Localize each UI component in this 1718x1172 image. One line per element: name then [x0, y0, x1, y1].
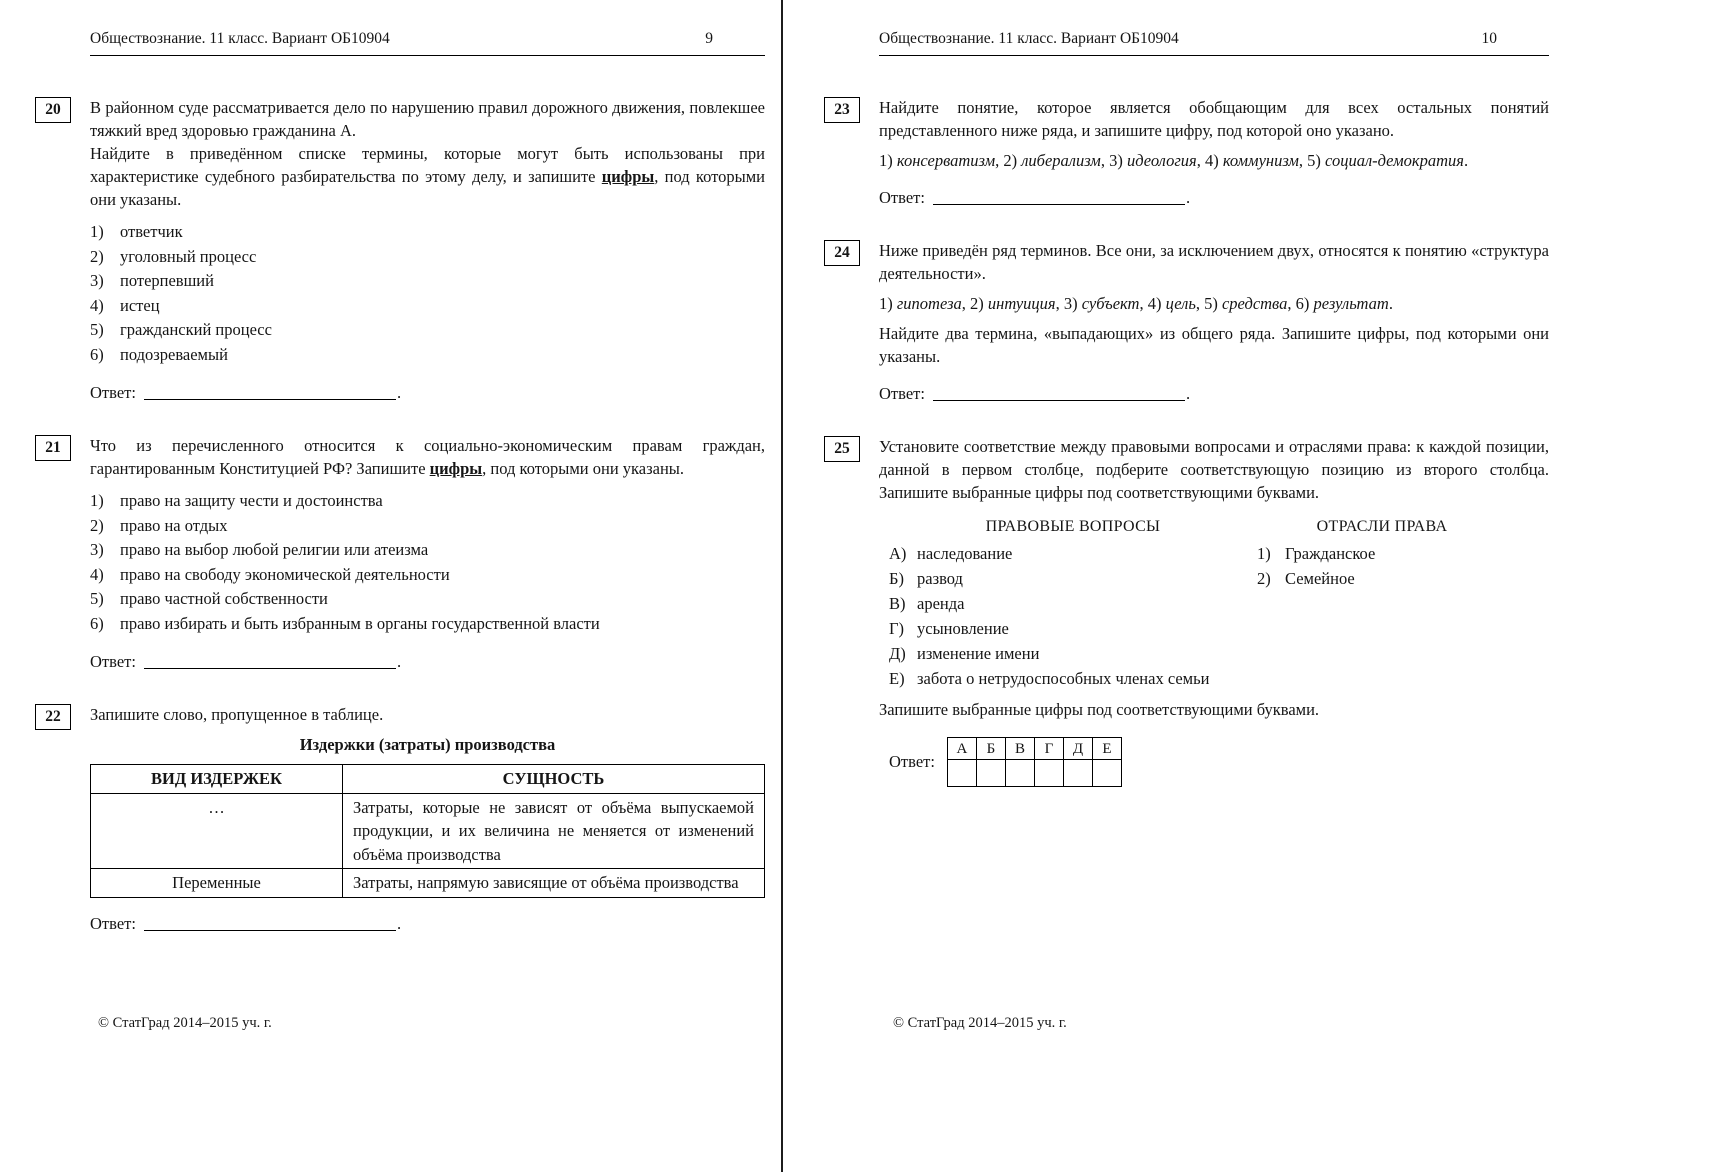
- grid-letter-cell: В: [1005, 738, 1034, 760]
- question-paragraph: [879, 698, 1549, 721]
- answer-line: [879, 382, 1549, 406]
- text-segment: , 4): [1139, 294, 1166, 313]
- match-item-letter: В): [889, 594, 906, 613]
- question-paragraph: [879, 292, 1549, 315]
- question-body: [90, 703, 765, 936]
- match-item-text: аренда: [917, 594, 965, 613]
- question-body: [90, 96, 765, 405]
- text-segment: коммунизм: [1222, 151, 1299, 170]
- question-table-block: [90, 735, 765, 898]
- match-item-letter: Е): [889, 669, 905, 688]
- grid-answer-cell[interactable]: [976, 760, 1005, 787]
- text-segment: .: [1388, 294, 1393, 313]
- option-item: [90, 538, 765, 563]
- answer-label: Ответ:: [90, 652, 136, 671]
- option-item: [90, 269, 765, 294]
- answer-grid: [879, 737, 1549, 787]
- questions-container: [45, 96, 765, 936]
- option-number: 1): [90, 222, 104, 241]
- question-paragraph: [879, 435, 1549, 504]
- question-paragraph: [879, 96, 1549, 142]
- text-segment: либерализм: [1021, 151, 1101, 170]
- question-number-box: 22: [35, 704, 71, 730]
- option-item: [90, 514, 765, 539]
- answer-period: .: [396, 383, 402, 402]
- answer-line: [90, 912, 765, 936]
- options-list: [90, 220, 765, 367]
- question-22: [45, 703, 765, 936]
- grid-letter-cell: Г: [1034, 738, 1063, 760]
- question-21: [45, 434, 765, 674]
- match-left-title: ПРАВОВЫЕ ВОПРОСЫ: [985, 518, 1161, 535]
- text-segment: Что из перечисленного относится к социально-экономическим правам граждан, гарантированным Конституцией РФ? Запишите: [90, 436, 765, 478]
- answer-grid-table: [947, 737, 1122, 787]
- option-text: право на выбор любой религии или атеизма: [120, 540, 429, 559]
- question-25: [834, 435, 1549, 787]
- answer-line: [90, 650, 765, 674]
- page-footer: © СтатГрад 2014–2015 уч. г.: [893, 1015, 1067, 1031]
- match-item-text: развод: [917, 569, 963, 588]
- grid-answer-row: [947, 760, 1121, 787]
- questions-container: [834, 96, 1549, 787]
- option-number: 2): [90, 515, 104, 535]
- match-item: [889, 566, 1257, 591]
- text-segment: 1): [879, 294, 897, 313]
- text-segment: , 4): [1196, 151, 1223, 170]
- page-10: [783, 0, 1718, 1172]
- table-title: Издержки (затраты) производства: [299, 735, 556, 754]
- page-header: [879, 30, 1549, 56]
- text-segment: интуиция: [987, 294, 1056, 313]
- match-item-text: Гражданское: [1285, 544, 1376, 563]
- question-24: [834, 239, 1549, 406]
- match-right-title: ОТРАСЛИ ПРАВА: [1316, 518, 1448, 535]
- match-item: [1257, 541, 1507, 566]
- text-segment: гипотеза: [896, 294, 962, 313]
- match-item: [1257, 566, 1507, 591]
- table-row: [91, 793, 765, 869]
- match-item: [889, 591, 1257, 616]
- question-number-box: 24: [824, 240, 860, 266]
- answer-label: Ответ:: [90, 383, 136, 402]
- grid-answer-cell[interactable]: [1092, 760, 1121, 787]
- match-item-number: 2): [1257, 569, 1271, 588]
- table-header-cell: СУЩНОСТЬ: [343, 765, 765, 794]
- option-text: уголовный процесс: [120, 246, 257, 266]
- text-segment: консерватизм: [896, 151, 996, 170]
- answer-blank[interactable]: [933, 387, 1185, 401]
- option-text: право избирать и быть избранным в органы государственной власти: [120, 613, 600, 633]
- option-text: право на отдых: [120, 515, 228, 535]
- question-body: [879, 435, 1549, 787]
- answer-blank[interactable]: [933, 191, 1185, 205]
- answer-blank[interactable]: [144, 917, 396, 931]
- question-table: [90, 764, 765, 898]
- match-item-letter: А): [889, 544, 907, 563]
- question-paragraph: [879, 322, 1549, 368]
- match-left-column: [889, 514, 1257, 691]
- text-segment: , под которыми они указаны.: [482, 459, 684, 478]
- option-item: [90, 245, 765, 270]
- option-number: 3): [90, 540, 104, 559]
- answer-line: [90, 381, 765, 405]
- text-segment: Установите соответствие между правовыми вопросами и отраслями права: к каждой позиции, данной в первом столбце, подберите соответствующую позицию из второго столбца. Запишите выбранные цифры под соответствующими буквами.: [879, 437, 1549, 502]
- question-number-box: 25: [824, 436, 860, 462]
- text-segment: Найдите два термина, «выпадающих» из общего ряда. Запишите цифры, под которыми они указаны.: [879, 324, 1549, 366]
- text-segment: Запишите выбранные цифры под соответствующими буквами.: [879, 700, 1320, 719]
- text-segment: В районном суде рассматривается дело по нарушению правил дорожного движения, повлекшее тяжкий вред здоровью гражданина А.: [90, 98, 765, 140]
- answer-label: Ответ:: [879, 384, 925, 403]
- question-number-box: 21: [35, 435, 71, 461]
- answer-line: [879, 186, 1549, 210]
- question-number-box: 23: [824, 97, 860, 123]
- text-segment: субъект: [1081, 294, 1140, 313]
- text-segment: , 6): [1287, 294, 1314, 313]
- option-number: 3): [90, 271, 104, 290]
- table-cell: Затраты, напрямую зависящие от объёма производства: [343, 869, 765, 898]
- option-number: 6): [90, 613, 104, 633]
- text-segment: цифры: [429, 459, 483, 478]
- grid-answer-cell[interactable]: [947, 760, 976, 787]
- match-item-number: 1): [1257, 544, 1271, 563]
- text-segment: , 5): [1195, 294, 1222, 313]
- option-text: подозреваемый: [120, 344, 228, 364]
- match-item: [889, 541, 1257, 566]
- option-text: право частной собственности: [120, 589, 328, 608]
- grid-letter-cell: Д: [1063, 738, 1092, 760]
- text-segment: Ниже приведён ряд терминов. Все они, за исключением двух, относятся к понятию «структура деятельности».: [879, 241, 1549, 283]
- text-segment: , под которыми они указаны.: [90, 167, 765, 209]
- answer-label: Ответ:: [90, 913, 136, 933]
- option-item: [90, 318, 765, 343]
- text-segment: результат: [1313, 294, 1389, 313]
- table-header-cell: ВИД ИЗДЕРЖЕК: [91, 765, 343, 794]
- option-text: потерпевший: [120, 271, 214, 290]
- text-segment: Найдите в приведённом списке термины, которые могут быть использованы при характеристике судебного разбирательства по этому делу, и запишите: [90, 144, 765, 186]
- text-segment: , 3): [1055, 294, 1082, 313]
- match-item-letter: Г): [889, 619, 905, 638]
- option-text: ответчик: [120, 222, 183, 241]
- page-number: 9: [705, 30, 713, 47]
- page-header: [90, 30, 765, 56]
- option-item: [90, 343, 765, 368]
- grid-letter-cell: Е: [1092, 738, 1121, 760]
- question-number-box: 20: [35, 97, 71, 123]
- question-20: [45, 96, 765, 405]
- text-segment: , 3): [1100, 151, 1127, 170]
- header-title: Обществознание. 11 класс. Вариант ОБ10904: [879, 30, 1179, 47]
- option-number: 1): [90, 491, 104, 510]
- answer-blank[interactable]: [144, 386, 396, 400]
- table-cell: …: [91, 793, 343, 869]
- text-segment: , 2): [961, 294, 988, 313]
- matching-columns: [879, 514, 1549, 691]
- option-text: гражданский процесс: [120, 320, 272, 339]
- option-number: 6): [90, 344, 104, 364]
- answer-label: Ответ:: [889, 752, 935, 771]
- question-23: [834, 96, 1549, 210]
- options-list: [90, 489, 765, 636]
- option-item: [90, 489, 765, 514]
- answer-period: .: [396, 652, 402, 671]
- text-segment: цель: [1165, 294, 1196, 313]
- table-cell: Переменные: [91, 869, 343, 898]
- option-number: 5): [90, 320, 104, 339]
- question-body: [90, 434, 765, 674]
- text-segment: социал-демократия: [1325, 151, 1464, 170]
- question-paragraph: [879, 239, 1549, 285]
- grid-letter-cell: А: [947, 738, 976, 760]
- option-text: истец: [120, 295, 160, 315]
- option-item: [90, 294, 765, 319]
- grid-answer-cell[interactable]: [1034, 760, 1063, 787]
- answer-period: .: [396, 913, 402, 933]
- question-paragraph: [90, 703, 765, 726]
- option-number: 4): [90, 564, 104, 584]
- match-right-column: [1257, 514, 1507, 591]
- text-segment: цифры: [601, 167, 655, 186]
- page-number: 10: [1481, 30, 1497, 47]
- text-segment: , 2): [995, 151, 1022, 170]
- option-item: [90, 587, 765, 612]
- match-item-text: забота о нетрудоспособных членах семьи: [917, 669, 1210, 688]
- table-header-row: [91, 765, 765, 794]
- grid-answer-cell[interactable]: [1005, 760, 1034, 787]
- answer-period: .: [1185, 384, 1191, 403]
- text-segment: .: [1463, 151, 1469, 170]
- option-number: 2): [90, 246, 104, 266]
- grid-letter-cell: Б: [976, 738, 1005, 760]
- answer-period: .: [1185, 188, 1191, 207]
- match-item: [889, 641, 1257, 666]
- table-cell: Затраты, которые не зависят от объёма выпускаемой продукции, и их величина не меняется от изменений объёма производства: [343, 793, 765, 869]
- text-segment: Запишите слово, пропущенное в таблице.: [90, 705, 384, 724]
- option-number: 4): [90, 295, 104, 315]
- option-text: право на защиту чести и достоинства: [120, 491, 383, 510]
- page-footer: © СтатГрад 2014–2015 уч. г.: [98, 1015, 272, 1031]
- question-paragraph: [90, 96, 765, 142]
- question-paragraph: [879, 149, 1549, 172]
- table-row: [91, 869, 765, 898]
- question-paragraph: [90, 142, 765, 211]
- grid-answer-cell[interactable]: [1063, 760, 1092, 787]
- match-item-text: наследование: [917, 544, 1013, 563]
- page-9: [0, 0, 781, 1172]
- option-item: [90, 220, 765, 245]
- text-segment: идеология: [1126, 151, 1197, 170]
- text-segment: средства: [1221, 294, 1288, 313]
- header-title: Обществознание. 11 класс. Вариант ОБ10904: [90, 30, 390, 47]
- text-segment: Найдите понятие, которое является обобщающим для всех остальных понятий представленного ниже ряда, и запишите цифру, под которой оно указано.: [879, 98, 1549, 140]
- match-item-text: изменение имени: [917, 644, 1040, 663]
- answer-blank[interactable]: [144, 655, 396, 669]
- text-segment: 1): [879, 151, 897, 170]
- option-number: 5): [90, 589, 104, 608]
- grid-letter-row: [947, 738, 1121, 760]
- option-item: [90, 563, 765, 588]
- question-body: [879, 96, 1549, 210]
- match-item-text: усыновление: [917, 619, 1009, 638]
- match-item-letter: Б): [889, 569, 904, 588]
- match-item-text: Семейное: [1285, 569, 1355, 588]
- answer-label: Ответ:: [879, 188, 925, 207]
- text-segment: , 5): [1298, 151, 1326, 170]
- match-item: [889, 616, 1257, 641]
- match-item: [889, 666, 1257, 691]
- match-item-letter: Д): [889, 644, 906, 663]
- option-item: [90, 612, 765, 637]
- question-paragraph: [90, 434, 765, 480]
- question-body: [879, 239, 1549, 406]
- option-text: право на свободу экономической деятельности: [120, 564, 450, 584]
